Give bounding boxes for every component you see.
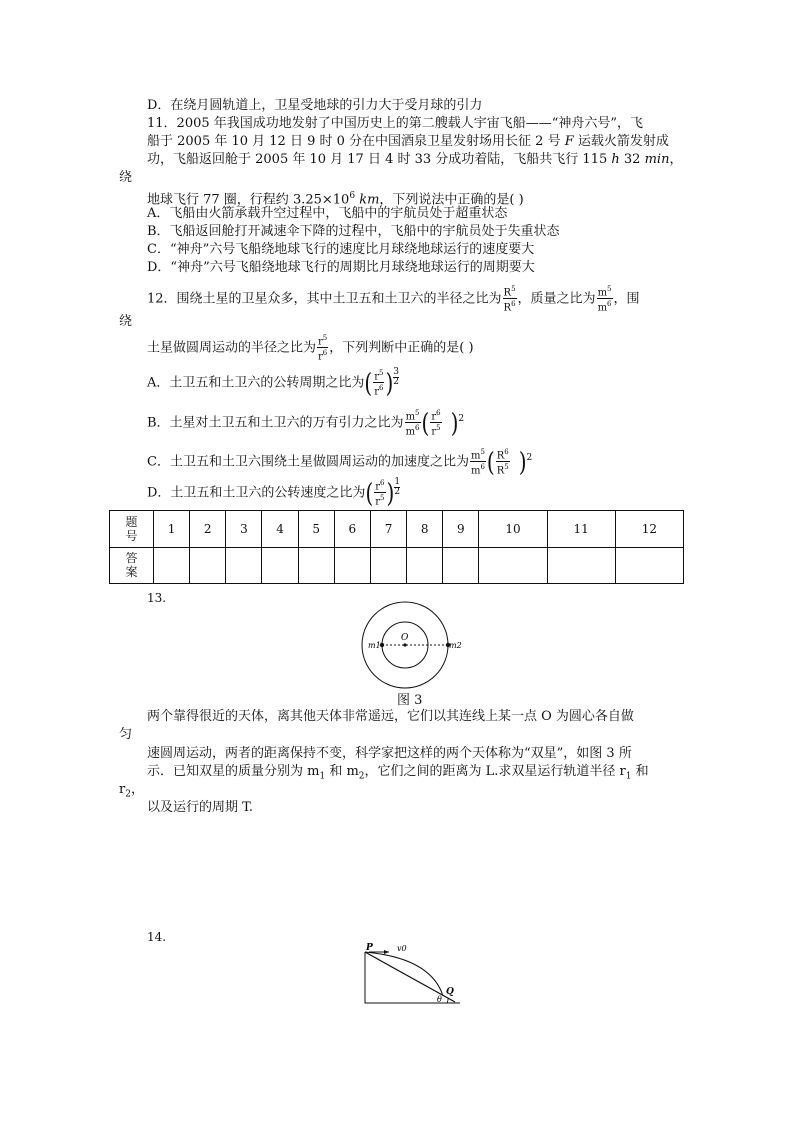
q11-line-2: 船于 2005 年 10 月 12 日 9 时 0 分在中国酒泉卫星发射场用长征 2 号 F 运载火箭发射成 [147, 134, 669, 149]
answer-cell[interactable] [407, 547, 443, 584]
q12-option-c: C．土卫五和土卫六围绕土星做圆周运动的加速度之比为 $\frac{m^5}{m^6}$ ( $\frac{R^6}{R^5}$ )$^2$ [147, 446, 533, 478]
q13-wrap-char-1: 匀 [119, 727, 133, 742]
q13-number: 13. [147, 591, 167, 605]
table-cell: 4 [262, 511, 298, 548]
binary-star-diagram [360, 600, 460, 692]
label-q: Q [446, 987, 454, 997]
q13-line-3: 示．已知双星的质量分别为 $m_1$ 和 $m_2$，它们之间的距离为 L.求双星运行轨道半径 $r_1$ 和 [147, 764, 649, 782]
answer-row [110, 547, 684, 584]
answer-cell[interactable] [443, 547, 479, 584]
table-cell: 12 [615, 511, 683, 548]
answer-cell[interactable] [226, 547, 262, 584]
velocity-arrowhead [384, 950, 389, 954]
answer-cell[interactable] [370, 547, 406, 584]
q11-option-c: C．“神舟”六号飞船绕地球飞行的速度比月球绕地球运行的速度要大 [147, 242, 535, 257]
q14-number: 14. [147, 930, 167, 944]
answer-table [109, 510, 684, 584]
answer-cell[interactable] [547, 547, 615, 584]
q11-line-3: 功，飞船返回舱于 2005 年 10 月 17 日 4 时 33 分成功着陆，飞船共飞行 115 h 32 min， [147, 152, 683, 167]
answer-cell[interactable] [190, 547, 226, 584]
angle-arc [447, 998, 448, 1003]
center-o-dot [403, 643, 406, 646]
table-cell: 1 [154, 511, 190, 548]
question-number-row [110, 511, 684, 548]
answer-cell[interactable] [334, 547, 370, 584]
table-cell: 5 [298, 511, 334, 548]
table-cell: 3 [226, 511, 262, 548]
table-cell: 8 [407, 511, 443, 548]
q11-option-d: D．“神舟”六号飞船绕地球飞行的周期比月球绕地球运行的周期要大 [147, 260, 535, 275]
table-cell: 2 [190, 511, 226, 548]
table-cell: 10 [479, 511, 547, 548]
q11-wrap-char: 绕 [119, 170, 133, 185]
q12-wrap-char: 绕 [119, 314, 133, 329]
question-number-header: 题 号 [110, 511, 154, 548]
q13-line-1: 两个靠得很近的天体，离其他天体非常遥远，它们以其连线上某一点 O 为圆心各自做 [147, 709, 634, 724]
q11-line-1: 11．2005 年我国成功地发射了中国历史上的第二艘载人宇宙飞船——“神舟六号”，飞 [147, 116, 644, 131]
answer-cell[interactable] [298, 547, 334, 584]
answer-cell[interactable] [154, 547, 190, 584]
label-m1: m1 [368, 641, 381, 650]
q13-wrap-char-2: $r_2$， [119, 782, 144, 800]
label-o: O [401, 633, 409, 643]
q12-option-b: B．土星对土卫五和土卫六的万有引力之比为 $\frac{m^5}{m^6}$ ( $\frac{r^6}{r^5}$ )$^2$ [147, 407, 465, 439]
answer-cell[interactable] [262, 547, 298, 584]
table-cell: 7 [370, 511, 406, 548]
table-cell: 11 [547, 511, 615, 548]
answer-header: 答 案 [110, 547, 154, 584]
q12-option-d: D．土卫五和土卫六的公转速度之比为( $\frac{r^6}{r^5}$ ) $\frac{1}{2}$ [147, 477, 401, 509]
q11-line-4: 地球飞行 77 圈，行程约 $3.25\times 10^6$ km，下列说法中正确的是( ) [147, 191, 524, 208]
orbit-ratio-fraction: $\frac{r^5}{r^6}$ [318, 334, 328, 363]
figure-caption: 图 3 [397, 693, 423, 708]
q13-line-4: 以及运行的周期 T. [147, 800, 254, 815]
q11-option-a: A．飞船由火箭承载升空过程中，飞船中的宇航员处于超重状态 [147, 206, 508, 221]
answer-cell[interactable] [615, 547, 683, 584]
label-v0: v0 [397, 944, 407, 953]
radius-ratio-fraction: $\frac{R^5}{R^6}$ [503, 285, 516, 314]
table-cell: 6 [334, 511, 370, 548]
projectile-incline-diagram [355, 940, 467, 1010]
label-p: P [366, 943, 373, 953]
label-m2: m2 [449, 641, 462, 650]
q11-option-b: B．飞船返回舱打开减速伞下降的过程中，飞船中的宇航员处于失重状态 [147, 224, 560, 239]
q12-line-2: 土星做圆周运动的半径之比为 $\frac{r^5}{r^6}$ ，下列判断中正确的是( ) [147, 334, 474, 363]
q12-line-1: 12．围绕土星的卫星众多，其中土卫五和土卫六的半径之比为 $\frac{R^5}{R^6}$ ，质量之比为 $\frac{m^5}{m^6}$ ，围 [147, 285, 640, 314]
table-cell: 9 [443, 511, 479, 548]
q10-option-d: D．在绕月圆轨道上，卫星受地球的引力大于受月球的引力 [147, 98, 483, 113]
q12-option-a: A．土卫五和土卫六的公转周期之比为( $\frac{r^5}{r^6}$ ) $\frac{3}{2}$ [147, 367, 399, 399]
mass-ratio-fraction: $\frac{m^5}{m^6}$ [597, 285, 612, 314]
label-theta: θ [437, 995, 442, 1004]
q13-line-2: 速圆周运动，两者的距离保持不变，科学家把这样的两个天体称为“双星”，如图 3 所 [147, 746, 632, 761]
answer-cell[interactable] [479, 547, 547, 584]
